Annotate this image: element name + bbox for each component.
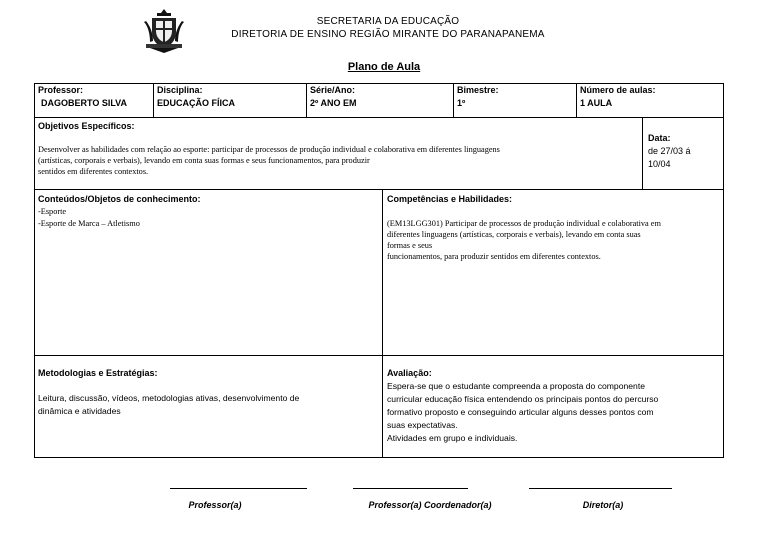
bimestre-value: 1º [457,98,466,108]
objetivos-line-2: (artísticas, corporais e verbais), levando em conta suas formas e seus funcionamentos, para produzir [38,156,370,165]
avaliacao-cell [382,355,724,458]
objetivos-label: Objetivos Específicos: [38,121,135,131]
avaliacao-line-2: curricular educação física entendendo os principais pontos do percurso [387,394,659,404]
disciplina-value: EDUCAÇÃO FÍICA [157,98,235,108]
avaliacao-label: Avaliação: [387,368,432,378]
signature-line-coordenador [353,488,468,489]
signature-label-professor: Professor(a) [188,500,242,510]
aulas-label: Número de aulas: [580,85,656,95]
avaliacao-line-3: formativo proposto e conseguindo articular alguns desses pontos com [387,407,654,417]
aulas-value: 1 AULA [580,98,613,108]
objetivos-line-3: sentidos em diferentes contextos. [38,167,149,176]
serie-value: 2º ANO EM [310,98,357,108]
avaliacao-line-5: Atividades em grupo e individuais. [387,433,518,443]
data-line-1: de 27/03 á [648,146,691,156]
data-line-2: 10/04 [648,159,671,169]
bimestre-label: Bimestre: [457,85,499,95]
conteudos-item-1: -Esporte [38,207,67,216]
professor-cell [34,83,154,118]
signature-label-coordenador: Professor(a) Coordenador(a) [368,500,492,510]
serie-cell [306,83,454,118]
disciplina-label: Disciplina: [157,85,203,95]
competencias-line-4: funcionamentos, para produzir sentidos em diferentes contextos. [387,252,601,261]
diretoria-heading: DIRETORIA DE ENSINO REGIÃO MIRANTE DO PARANAPANEMA [231,29,545,40]
aulas-cell [576,83,724,118]
avaliacao-line-1: Espera-se que o estudante compreenda a proposta do componente [387,381,645,391]
professor-value: DAGOBERTO SILVA [41,98,128,108]
data-label: Data: [648,133,671,143]
page-title: Plano de Aula [347,61,421,73]
objetivos-line-1: Desenvolver as habilidades com relação ao esporte: participar de processos de produção individual e colaborativa em diferentes linguagens [38,145,500,154]
competencias-cell [382,189,724,356]
conteudos-cell [34,189,383,356]
secretaria-heading: SECRETARIA DA EDUCAÇÃO [316,16,460,27]
data-cell [642,117,724,190]
competencias-label: Competências e Habilidades: [387,194,513,204]
disciplina-cell [153,83,307,118]
competencias-line-3: formas e seus [387,241,433,250]
avaliacao-line-4: suas expectativas. [387,420,458,430]
objetivos-cell [34,117,643,190]
competencias-line-1: (EM13LGG301) Participar de processos de produção individual e colaborativa em [387,219,661,228]
signature-line-professor [170,488,307,489]
competencias-line-2: diferentes linguagens (artísticas, corporais e verbais), levando em conta suas [387,230,641,239]
metodologias-cell [34,355,383,458]
conteudos-item-2: -Esporte de Marca – Atletismo [38,219,140,228]
metodologias-label: Metodologias e Estratégias: [38,368,158,378]
signature-label-diretor: Diretor(a) [582,500,624,510]
metodologias-line-1: Leitura, discussão, vídeos, metodologias ativas, desenvolvimento de [38,393,300,403]
serie-label: Série/Ano: [310,85,356,95]
metodologias-line-2: dinâmica e atividades [38,406,121,416]
signature-line-diretor [529,488,672,489]
bimestre-cell [453,83,577,118]
conteudos-label: Conteúdos/Objetos de conhecimento: [38,194,201,204]
professor-label: Professor: [38,85,84,95]
